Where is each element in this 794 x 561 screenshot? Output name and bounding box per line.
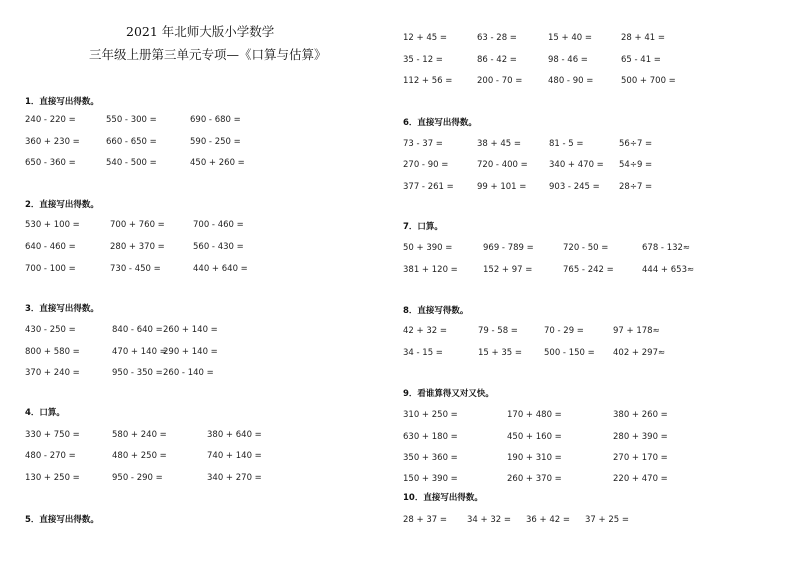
page-title-line2: 三年级上册第三单元专项—《口算与估算》 <box>89 47 327 62</box>
problem-item: 480 - 270 = <box>25 451 76 461</box>
problem-item: 470 + 140 = <box>112 347 167 357</box>
problem-item: 190 + 310 = <box>507 453 562 463</box>
problem-item: 28 + 41 = <box>621 33 665 43</box>
section-heading-4: 4．口算。 <box>25 408 65 418</box>
page-title-line1: 2021 年北师大版小学数学 <box>126 24 275 39</box>
problem-item: 15 + 35 = <box>478 348 522 358</box>
problem-item: 79 - 58 = <box>478 326 518 336</box>
section-heading-2: 2．直接写出得数。 <box>25 200 99 210</box>
problem-item: 650 - 360 = <box>25 158 76 168</box>
problem-item: 310 + 250 = <box>403 410 458 420</box>
problem-item: 240 - 220 = <box>25 115 76 125</box>
problem-item: 377 - 261 = <box>403 182 454 192</box>
problem-item: 660 - 650 = <box>106 137 157 147</box>
section-heading-8: 7．口算。 <box>403 222 443 232</box>
problem-item: 730 - 450 = <box>110 264 161 274</box>
problem-item: 450 + 160 = <box>507 432 562 442</box>
problem-item: 34 - 15 = <box>403 348 443 358</box>
problem-item: 690 - 680 = <box>190 115 241 125</box>
problem-item: 950 - 350 = <box>112 368 163 378</box>
problem-item: 220 + 470 = <box>613 474 668 484</box>
problem-item: 34 + 32 = <box>467 515 511 525</box>
problem-item: 540 - 500 = <box>106 158 157 168</box>
problem-item: 270 - 90 = <box>403 160 449 170</box>
problem-item: 280 + 390 = <box>613 432 668 442</box>
problem-item: 402 + 297≈ <box>613 348 666 358</box>
problem-item: 530 + 100 = <box>25 220 80 230</box>
problem-item: 150 + 390 = <box>403 474 458 484</box>
problem-item: 280 + 370 = <box>110 242 165 252</box>
section-heading-3: 3．直接写出得数。 <box>25 304 99 314</box>
problem-item: 380 + 640 = <box>207 430 262 440</box>
problem-item: 720 - 50 = <box>563 243 609 253</box>
problem-item: 56÷7 = <box>619 139 653 149</box>
problem-item: 35 - 12 = <box>403 55 443 65</box>
problem-item: 381 + 120 = <box>403 265 458 275</box>
problem-item: 63 - 28 = <box>477 33 517 43</box>
problem-item: 42 + 32 = <box>403 326 447 336</box>
section-heading-1: 1．直接写出得数。 <box>25 97 99 107</box>
section-heading-7: 6．直接写出得数。 <box>403 118 477 128</box>
problem-item: 65 - 41 = <box>621 55 661 65</box>
problem-item: 550 - 300 = <box>106 115 157 125</box>
problem-item: 969 - 789 = <box>483 243 534 253</box>
problem-item: 903 - 245 = <box>549 182 600 192</box>
problem-item: 340 + 270 = <box>207 473 262 483</box>
problem-item: 430 - 250 = <box>25 325 76 335</box>
problem-item: 700 - 100 = <box>25 264 76 274</box>
problem-item: 54÷9 = <box>619 160 653 170</box>
problem-item: 15 + 40 = <box>548 33 592 43</box>
problem-item: 12 + 45 = <box>403 33 447 43</box>
problem-item: 950 - 290 = <box>112 473 163 483</box>
problem-item: 170 + 480 = <box>507 410 562 420</box>
problem-item: 99 + 101 = <box>477 182 527 192</box>
problem-item: 480 + 250 = <box>112 451 167 461</box>
problem-item: 330 + 750 = <box>25 430 80 440</box>
section-heading-9: 8．直接写得数。 <box>403 306 469 316</box>
problem-item: 260 - 140 = <box>163 368 214 378</box>
problem-item: 70 - 29 = <box>544 326 584 336</box>
problem-item: 700 + 760 = <box>110 220 165 230</box>
problem-item: 98 - 46 = <box>548 55 588 65</box>
problem-item: 290 + 140 = <box>163 347 218 357</box>
problem-item: 560 - 430 = <box>193 242 244 252</box>
section-heading-10: 9．看谁算得又对又快。 <box>403 389 494 399</box>
problem-item: 37 + 25 = <box>585 515 629 525</box>
problem-item: 38 + 45 = <box>477 139 521 149</box>
problem-item: 73 - 37 = <box>403 139 443 149</box>
problem-item: 450 + 260 = <box>190 158 245 168</box>
problem-item: 350 + 360 = <box>403 453 458 463</box>
problem-item: 28 + 37 = <box>403 515 447 525</box>
problem-item: 360 + 230 = <box>25 137 80 147</box>
problem-item: 260 + 370 = <box>507 474 562 484</box>
problem-item: 152 + 97 = <box>483 265 533 275</box>
problem-item: 800 + 580 = <box>25 347 80 357</box>
problem-item: 500 - 150 = <box>544 348 595 358</box>
problem-item: 380 + 260 = <box>613 410 668 420</box>
problem-item: 740 + 140 = <box>207 451 262 461</box>
problem-item: 720 - 400 = <box>477 160 528 170</box>
problem-item: 81 - 5 = <box>549 139 584 149</box>
problem-item: 500 + 700 = <box>621 76 676 86</box>
problem-item: 640 - 460 = <box>25 242 76 252</box>
problem-item: 130 + 250 = <box>25 473 80 483</box>
problem-item: 340 + 470 = <box>549 160 604 170</box>
problem-item: 28÷7 = <box>619 182 653 192</box>
problem-item: 97 + 178≈ <box>613 326 660 336</box>
problem-item: 440 + 640 = <box>193 264 248 274</box>
problem-item: 630 + 180 = <box>403 432 458 442</box>
problem-item: 370 + 240 = <box>25 368 80 378</box>
problem-item: 444 + 653≈ <box>642 265 695 275</box>
problem-item: 765 - 242 = <box>563 265 614 275</box>
problem-item: 36 + 42 = <box>526 515 570 525</box>
problem-item: 50 + 390 = <box>403 243 453 253</box>
problem-item: 270 + 170 = <box>613 453 668 463</box>
problem-item: 678 - 132≈ <box>642 243 691 253</box>
problem-item: 480 - 90 = <box>548 76 594 86</box>
problem-item: 700 - 460 = <box>193 220 244 230</box>
section-heading-11: 10．直接写出得数。 <box>403 493 483 503</box>
problem-item: 840 - 640 = <box>112 325 163 335</box>
problem-item: 580 + 240 = <box>112 430 167 440</box>
section-heading-5: 5．直接写出得数。 <box>25 515 99 525</box>
problem-item: 86 - 42 = <box>477 55 517 65</box>
problem-item: 112 + 56 = <box>403 76 453 86</box>
problem-item: 260 + 140 = <box>163 325 218 335</box>
problem-item: 590 - 250 = <box>190 137 241 147</box>
problem-item: 200 - 70 = <box>477 76 523 86</box>
